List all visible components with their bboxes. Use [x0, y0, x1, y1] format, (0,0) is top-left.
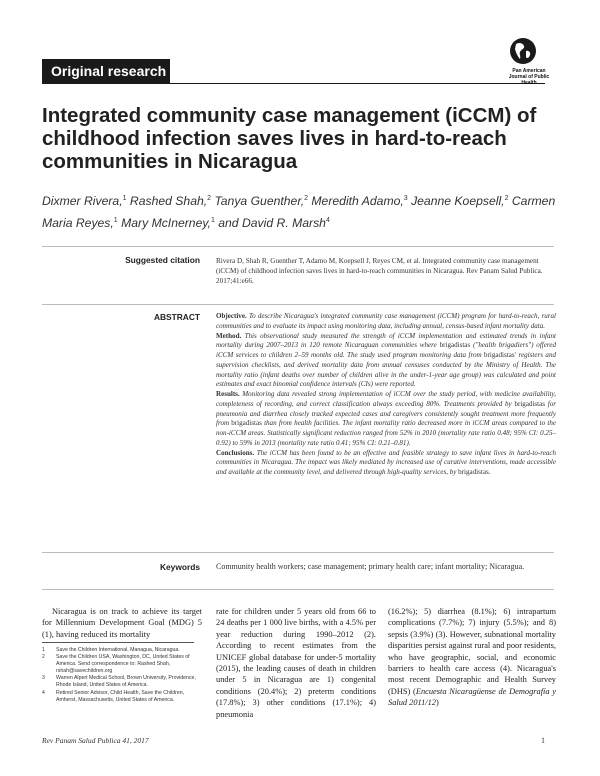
abstract-method: Method. This observational study measured the strength of iCCM implementation and estimated trends in infant mortality during 2007–2013 in 120 remote Nicaraguan communities where brigadistas ("health brigadiers") offered iCCM services to children 2–59 months old. The study used program monitoring data from brigadistas' registers and supervision checklists, and derived mortality data from annual censuses conducted by the Ministry of Health. The mortality ratio (infant deaths over number of children alive in the under-1-year age group) was calculated and point estimates and exact binomial confidence intervals (CIs) were reported. [216, 331, 557, 389]
footnote: 1 Save the Children International, Managua, Nicaragua. [42, 647, 180, 653]
page-number: 1 [541, 736, 545, 745]
author: Mary McInerney,$^1$ [121, 216, 215, 231]
footnote: 2 Save the Children USA, Washington, DC, United States of America. Send correspondence to: Rashed Shah, rshah@savechildren.org [42, 654, 190, 675]
journal-globe-logo-icon [509, 37, 537, 65]
keywords-divider [42, 552, 554, 553]
keywords-label: Keywords [159, 562, 200, 572]
footnote: 3 Warren Alpert Medical School, Brown University, Providence, Rhode Island, United States of America. [42, 675, 196, 689]
body-column-3: (16.2%); 5) diarrhea (8.1%); 6) intrapartum complications (7.7%); 7) injury (5.5%); and 8) sepsis (3.9%) (3). However, subnational mortality disparities persist against rural and poor residents, who have geographic, social, and economic barriers to health care access (4). Nicaragua's most recent Demographic and Health Survey (DHS) (Encuesta Nicaragüense de Demografía y Salud 2011/12) [388, 607, 556, 708]
author: and David R. Marsh$^4$ [218, 216, 330, 231]
citation-label: Suggested citation [125, 255, 200, 265]
footnote: 4 Retired Senior Advisor, Child Health, Save the Children, Amherst, Massachusetts, United States of America. [42, 689, 185, 703]
article-title: Integrated community case management (iCCM) of childhood infection saves lives in hard-to-reach communities in Nicaragua [42, 104, 537, 173]
footnote-rule [42, 642, 194, 643]
author: Rashed Shah,$^2$ [129, 194, 212, 209]
abstract-results: Results. Monitoring data revealed strong implementation of iCCM over the study period, with medicine availability, completeness of recording, and correct classification always exceeding 80%. Treatments provided by brigadistas for pneumonia and diarrhea closely tracked expected cases and caregivers consistently sought treatment more frequently from brigadistas than from health facilities. The infant mortality ratio decreased more in iCCM areas compared to the non-iCCM areas. Statistically significant reduction ranged from 52% in 2010 (mortality rate ratio 0.48; 95% CI: 0.25–0.92) to 59% in 2013 (mortality rate ratio 0.41; 95% CI: 0.21–0.81). [216, 390, 557, 447]
section-tag: Original research [42, 59, 170, 84]
author: Dixmer Rivera,$^1$ [42, 194, 127, 209]
abstract-divider [42, 304, 554, 305]
abstract-conclusions: Conclusions. The iCCM has been found to be an effective and feasible strategy to save infant lives in hard-to-reach communities in Nicaragua. The impact was likely mediated by increased use of curative interventions, made accessible and available at the community level, and delivered through high-quality services, by brigadistas. [216, 448, 556, 476]
keywords-bottom-divider [42, 589, 554, 590]
citation-divider [42, 246, 554, 247]
author: Tanya Guenther,$^2$ [214, 194, 309, 209]
abstract-objective: Objective. To describe Nicaragua's integrated community case management (iCCM) program for hard-to-reach, rural communities and to evaluate its impact using monitoring data, including annual, census-based infant mortality data. [216, 312, 556, 330]
author-list [42, 189, 562, 233]
abstract-body [216, 312, 556, 478]
footnotes [42, 647, 202, 704]
body-column-1: Nicaragua is on track to achieve its target for Millennium Development Goal (MDG) 5 (1), having reduced its mortality [42, 607, 202, 639]
journal-logo-text: Pan American Journal of Public Health [508, 68, 550, 86]
author: Jeanne Koepsell,$^2$ [411, 194, 509, 209]
footer-journal: Rev Panam Salud Publica 41, 2017 [42, 736, 149, 745]
abstract-label: ABSTRACT [153, 312, 200, 322]
header-rule [170, 83, 545, 84]
keywords-text: Community health workers; case management; primary health care; infant mortality; Nicaragua. [216, 562, 525, 571]
citation-text: Rivera D, Shah R, Guenther T, Adamo M, Koepsell J, Reyes CM, et al. Integrated community case management (iCCM) of childhood infection saves lives in hard-to-reach communities in Nicaragua. Rev Panam Salud Publica. 2017;41:e66. [216, 257, 543, 286]
body-column-2: rate for children under 5 years old from 66 to 24 deaths per 1 000 live births, with a 4.5% per year reduction during 1990–2012 (2). According to recent estimates from the UNICEF global database for under-5 mortality (2015), the leading causes of death in children under 5 in Nicaragua are 1) congenital conditions (20.4%); 2) preterm conditions (17.8%); 3) other conditions (17.1%); 4) pneumonia [216, 607, 376, 719]
author: Meredith Adamo,$^3$ [311, 194, 408, 209]
author: Carmen Maria Reyes,$^1$ [42, 194, 556, 231]
